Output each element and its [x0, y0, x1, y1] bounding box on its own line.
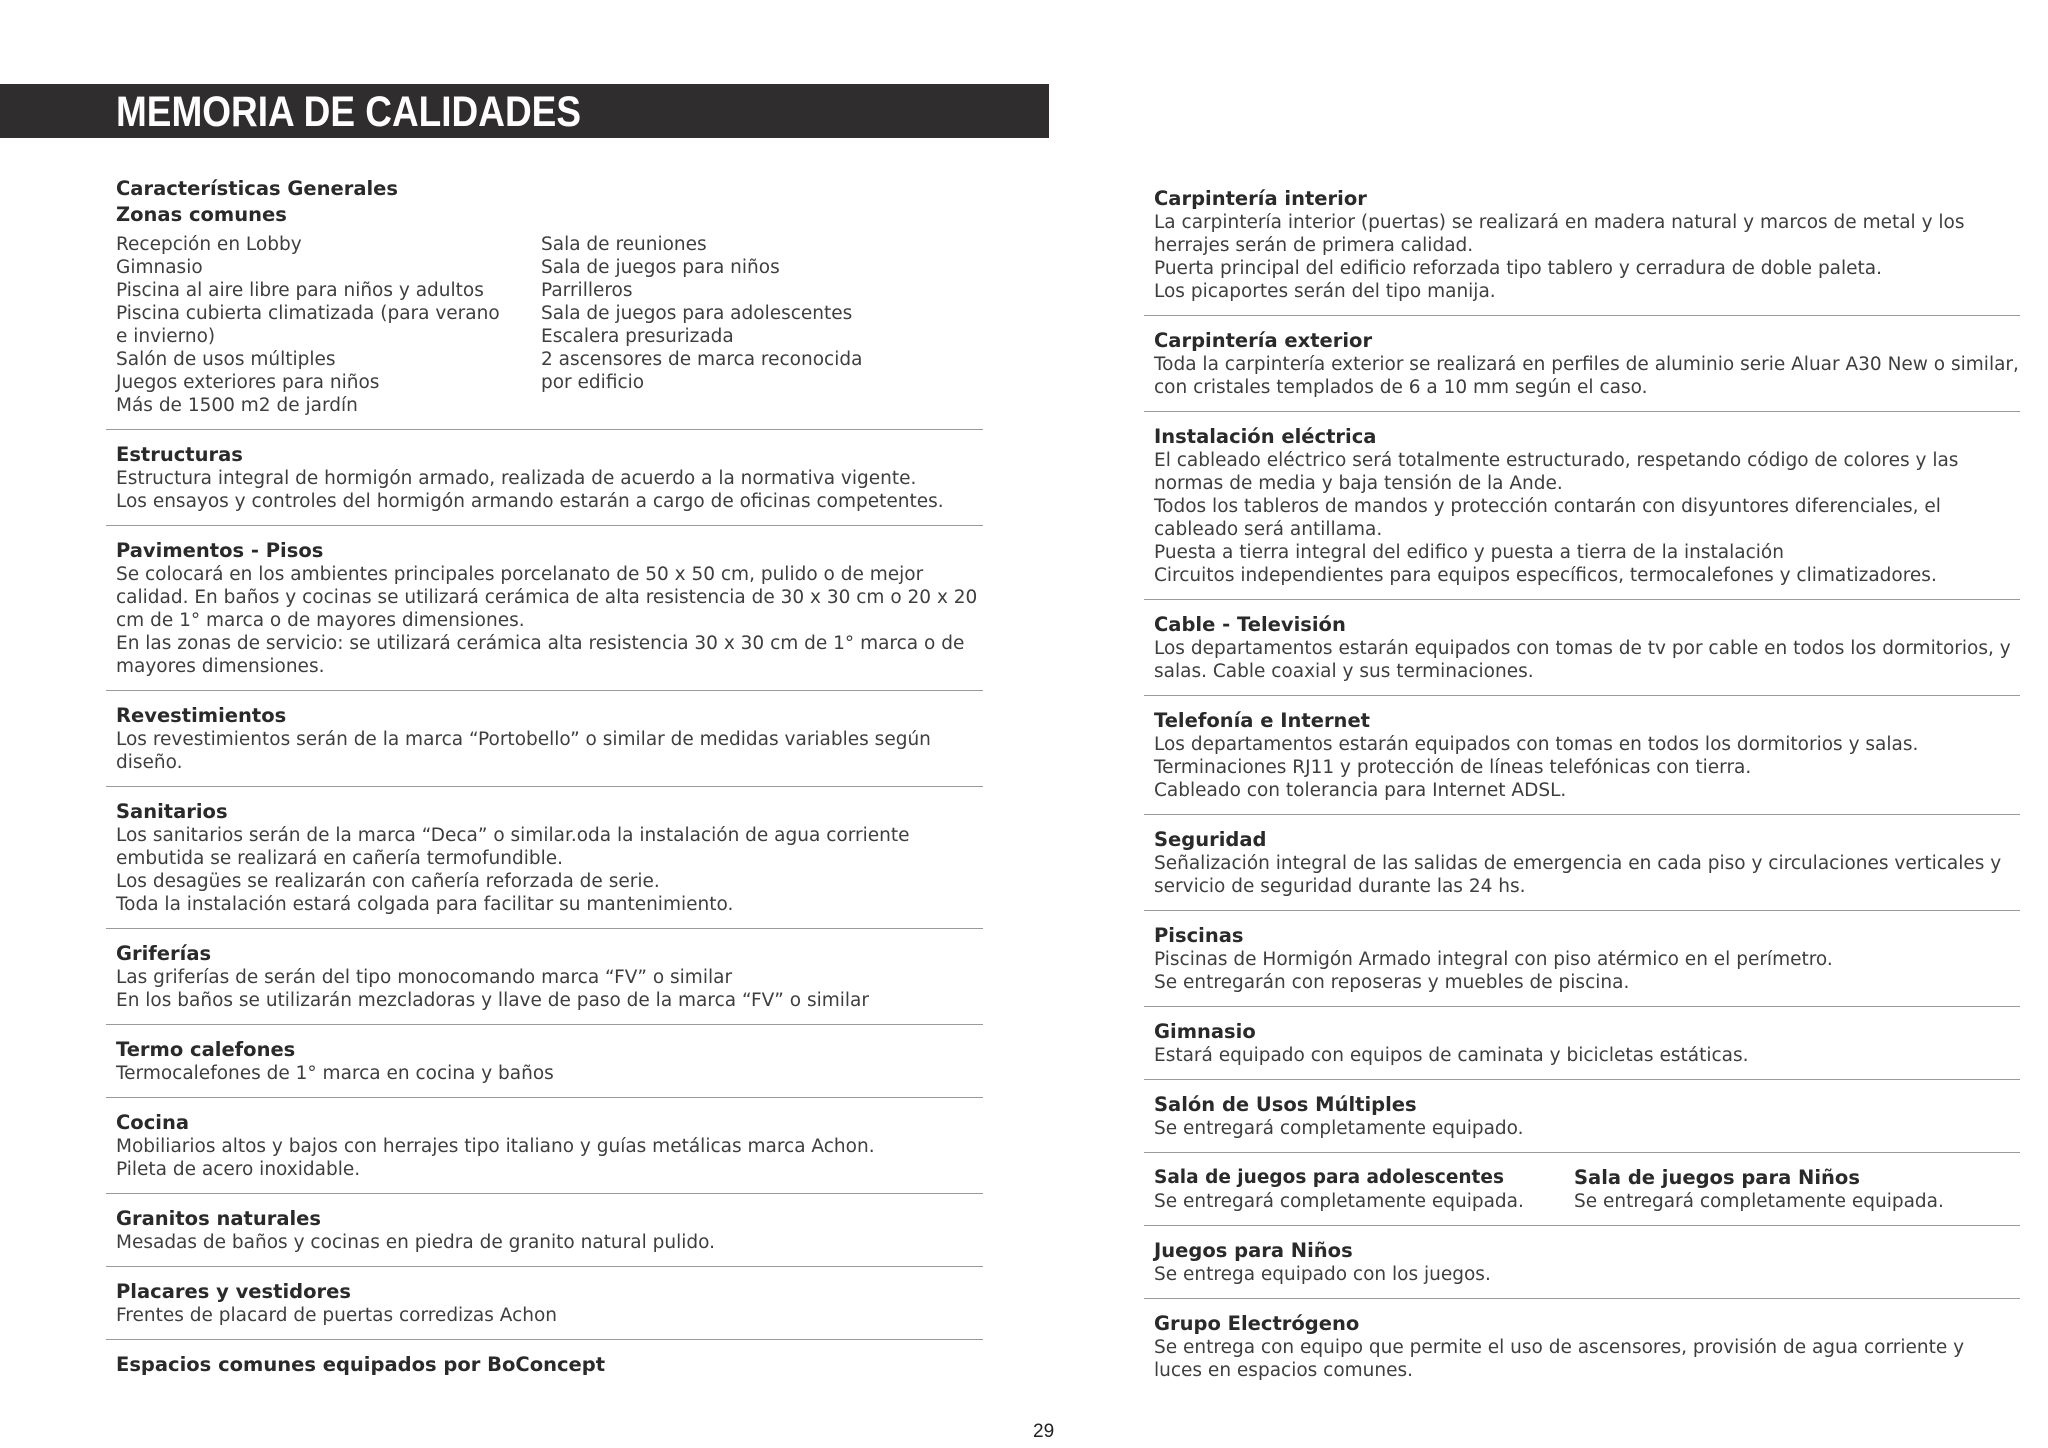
section-title: Griferías [116, 942, 212, 965]
section-title: Instalación eléctrica [1154, 425, 1377, 448]
list-item: e invierno) [116, 326, 216, 347]
general-features-title: Características Generales [116, 177, 399, 200]
section-body [1154, 1263, 2020, 1286]
section-title: Estructuras [116, 443, 243, 466]
body-line: Circuitos independientes para equipos específicos, termocalefones y climatizadores. [1154, 565, 1937, 586]
body-line: luces en espacios comunes. [1154, 1360, 1414, 1381]
body-line: Mesadas de baños y cocinas en piedra de granito natural pulido. [116, 1232, 715, 1253]
interior-carpentry-section [1144, 186, 2020, 316]
section-body [1154, 733, 2020, 802]
section-title: Espacios comunes equipados por BoConcept [116, 1353, 606, 1376]
section-body [1154, 449, 2020, 587]
section-title: Telefonía e Internet [1154, 709, 1370, 732]
kids-game-room [1574, 1165, 2004, 1213]
body-line: herrajes serán de primera calidad. [1154, 235, 1474, 256]
body-line: Se entregará completamente equipado. [1154, 1118, 1524, 1139]
general-features-heading [116, 176, 983, 227]
body-line: salas. Cable coaxial y sus terminaciones. [1154, 661, 1534, 682]
section-body [116, 1304, 983, 1327]
section-title: Sala de juegos para adolescentes [1154, 1167, 1504, 1188]
kitchen-section [106, 1110, 983, 1194]
body-line: Estará equipado con equipos de caminata y bicicletas estáticas. [1154, 1045, 1749, 1066]
body-line: Cableado con tolerancia para Internet ADSL. [1154, 780, 1567, 801]
multipurpose-room-section [1144, 1092, 2020, 1153]
section-body [116, 467, 983, 513]
body-line: Termocalefones de 1° marca en cocina y baños [116, 1063, 554, 1084]
body-line: Pileta de acero inoxidable. [116, 1159, 361, 1180]
list-item: Recepción en Lobby [116, 234, 302, 255]
section-title: Grupo Electrógeno [1154, 1312, 1360, 1335]
page-number: 29 [1033, 1421, 1055, 1442]
section-title: Carpintería exterior [1154, 329, 1373, 352]
section-body: Se entregará completamente equipada. [1154, 1191, 1524, 1212]
section-body [116, 966, 983, 1012]
section-body [1154, 1336, 2020, 1382]
section-title: Sanitarios [116, 800, 228, 823]
section-title: Piscinas [1154, 924, 1244, 947]
body-line: diseño. [116, 752, 183, 773]
body-line: Puerta principal del edificio reforzada tipo tablero y cerradura de doble paleta. [1154, 258, 1883, 279]
common-areas-lists [116, 227, 983, 417]
body-line: Señalización integral de las salidas de emergencia en cada piso y circulaciones verticales y [1154, 853, 2002, 874]
header-banner [0, 84, 1049, 138]
left-column [106, 176, 983, 1401]
section-body [1154, 948, 2020, 994]
body-line: Se entrega equipado con los juegos. [1154, 1264, 1491, 1285]
section-title: Sala de juegos para Niños [1574, 1166, 1860, 1189]
list-item: Juegos exteriores para niños [116, 372, 380, 393]
list-item: Piscina cubierta climatizada (para verano [116, 303, 500, 324]
body-line: Los sanitarios serán de la marca “Deca” o similar.oda la instalación de agua corriente [116, 825, 910, 846]
section-body [1154, 1117, 2020, 1140]
page-title: MEMORIA DE CALIDADES [116, 88, 582, 136]
boconcept-section [106, 1352, 983, 1389]
section-title: Gimnasio [1154, 1020, 1256, 1043]
body-line: Frentes de placard de puertas corredizas Achon [116, 1305, 558, 1326]
list-item: Más de 1500 m2 de jardín [116, 395, 358, 416]
granite-section [106, 1206, 983, 1267]
electrical-section [1144, 424, 2020, 600]
body-line: cableado será antillama. [1154, 519, 1383, 540]
section-body [116, 728, 983, 774]
section-body [116, 563, 983, 678]
exterior-carpentry-section [1144, 328, 2020, 412]
kids-games-section [1144, 1238, 2020, 1299]
body-line: Estructura integral de hormigón armado, realizada de acuerdo a la normativa vigente. [116, 468, 917, 489]
body-line: En las zonas de servicio: se utilizará cerámica alta resistencia 30 x 30 cm de 1° marca o de [116, 633, 965, 654]
section-title: Salón de Usos Múltiples [1154, 1093, 1417, 1116]
body-line: Se colocará en los ambientes principales porcelanato de 50 x 50 cm, pulido o de mejor [116, 564, 924, 585]
water-heaters-section [106, 1037, 983, 1098]
general-features-section [106, 176, 983, 430]
body-line: cm de 1° marca o de mayores dimensiones. [116, 610, 525, 631]
list-item: 2 ascensores de marca reconocida [541, 349, 863, 370]
body-line: El cableado eléctrico será totalmente estructurado, respetando código de colores y las [1154, 450, 1959, 471]
game-rooms-pair [1154, 1165, 2020, 1213]
list-item: Piscina al aire libre para niños y adultos [116, 280, 484, 301]
structures-section [106, 442, 983, 526]
section-body: Se entregará completamente equipada. [1574, 1191, 1944, 1212]
body-line: Los departamentos estarán equipados con tomas en todos los dormitorios y salas. [1154, 734, 1919, 755]
body-line: Se entregarán con reposeras y muebles de piscina. [1154, 972, 1630, 993]
body-line: Todos los tableros de mandos y protección contarán con disyuntores diferenciales, el [1154, 496, 1941, 517]
body-line: Los departamentos estarán equipados con tomas de tv por cable en todos los dormitorios, y [1154, 638, 2011, 659]
body-line: En los baños se utilizarán mezcladoras y llave de paso de la marca “FV” o similar [116, 990, 869, 1011]
body-line: Piscinas de Hormigón Armado integral con piso atérmico en el perímetro. [1154, 949, 1833, 970]
body-line: La carpintería interior (puertas) se realizará en madera natural y marcos de metal y los [1154, 212, 1965, 233]
section-body [116, 1062, 983, 1085]
list-item: Sala de juegos para niños [541, 257, 780, 278]
body-line: Se entrega con equipo que permite el uso de ascensores, provisión de agua corriente y [1154, 1337, 1965, 1358]
section-title: Cocina [116, 1111, 189, 1134]
section-body [1154, 211, 2020, 303]
common-areas-list-left [116, 233, 541, 417]
section-body [116, 1135, 983, 1181]
faucets-section [106, 941, 983, 1025]
body-line: Los picaportes serán del tipo manija. [1154, 281, 1496, 302]
wall-coverings-section [106, 703, 983, 787]
section-title: Juegos para Niños [1154, 1239, 1353, 1262]
body-line: normas de media y baja tensión de la Ande. [1154, 473, 1563, 494]
section-title: Pavimentos - Pisos [116, 539, 324, 562]
floors-section [106, 538, 983, 691]
list-item: Salón de usos múltiples [116, 349, 336, 370]
body-line: calidad. En baños y cocinas se utilizará cerámica de alta resistencia de 30 x 30 cm o 20 x 20 [116, 587, 978, 608]
common-areas-title: Zonas comunes [116, 202, 287, 226]
body-line: Toda la instalación estará colgada para facilitar su mantenimiento. [116, 894, 734, 915]
body-line: Mobiliarios altos y bajos con herrajes tipo italiano y guías metálicas marca Achon. [116, 1136, 875, 1157]
closets-section [106, 1279, 983, 1340]
section-title: Seguridad [1154, 828, 1267, 851]
cable-tv-section [1144, 612, 2020, 696]
section-title: Revestimientos [116, 704, 287, 727]
list-item: Escalera presurizada [541, 326, 734, 347]
list-item: por edificio [541, 372, 645, 393]
section-body [116, 824, 983, 916]
list-item: Sala de reuniones [541, 234, 707, 255]
game-rooms-section [1144, 1165, 2020, 1226]
body-line: servicio de seguridad durante las 24 hs. [1154, 876, 1526, 897]
right-column [1144, 186, 2020, 1406]
list-item: Gimnasio [116, 257, 203, 278]
section-title: Placares y vestidores [116, 1280, 351, 1303]
body-line: Los ensayos y controles del hormigón armando estarán a cargo de oficinas competentes. [116, 491, 944, 512]
pools-section [1144, 923, 2020, 1007]
body-line: Las griferías de serán del tipo monocomando marca “FV” o similar [116, 967, 733, 988]
section-title: Cable - Televisión [1154, 613, 1346, 636]
telephone-internet-section [1144, 708, 2020, 815]
body-line: Los desagües se realizarán con cañería reforzada de serie. [116, 871, 660, 892]
sanitary-section [106, 799, 983, 929]
teen-game-room [1154, 1165, 1574, 1213]
security-section [1144, 827, 2020, 911]
section-title: Carpintería interior [1154, 187, 1367, 210]
common-areas-list-right [541, 233, 961, 417]
section-body [1154, 852, 2020, 898]
body-line: embutida se realizará en cañería termofundible. [116, 848, 564, 869]
section-body [1154, 1044, 2020, 1067]
body-line: Puesta a tierra integral del edifico y puesta a tierra de la instalación [1154, 542, 1784, 563]
list-item: Parrilleros [541, 280, 633, 301]
list-item: Sala de juegos para adolescentes [541, 303, 853, 324]
section-body [1154, 353, 2020, 399]
section-title: Granitos naturales [116, 1207, 321, 1230]
body-line: Terminaciones RJ11 y protección de líneas telefónicas con tierra. [1154, 757, 1752, 778]
section-body [1154, 637, 2020, 683]
body-line: con cristales templados de 6 a 10 mm según el caso. [1154, 377, 1648, 398]
generator-section [1144, 1311, 2020, 1394]
body-line: Toda la carpintería exterior se realizará en perfiles de aluminio serie Aluar A30 New o similar, [1154, 354, 2019, 375]
body-line: mayores dimensiones. [116, 656, 325, 677]
gym-section [1144, 1019, 2020, 1080]
section-body [116, 1231, 983, 1254]
section-title: Termo calefones [116, 1038, 296, 1061]
body-line: Los revestimientos serán de la marca “Portobello” o similar de medidas variables según [116, 729, 931, 750]
